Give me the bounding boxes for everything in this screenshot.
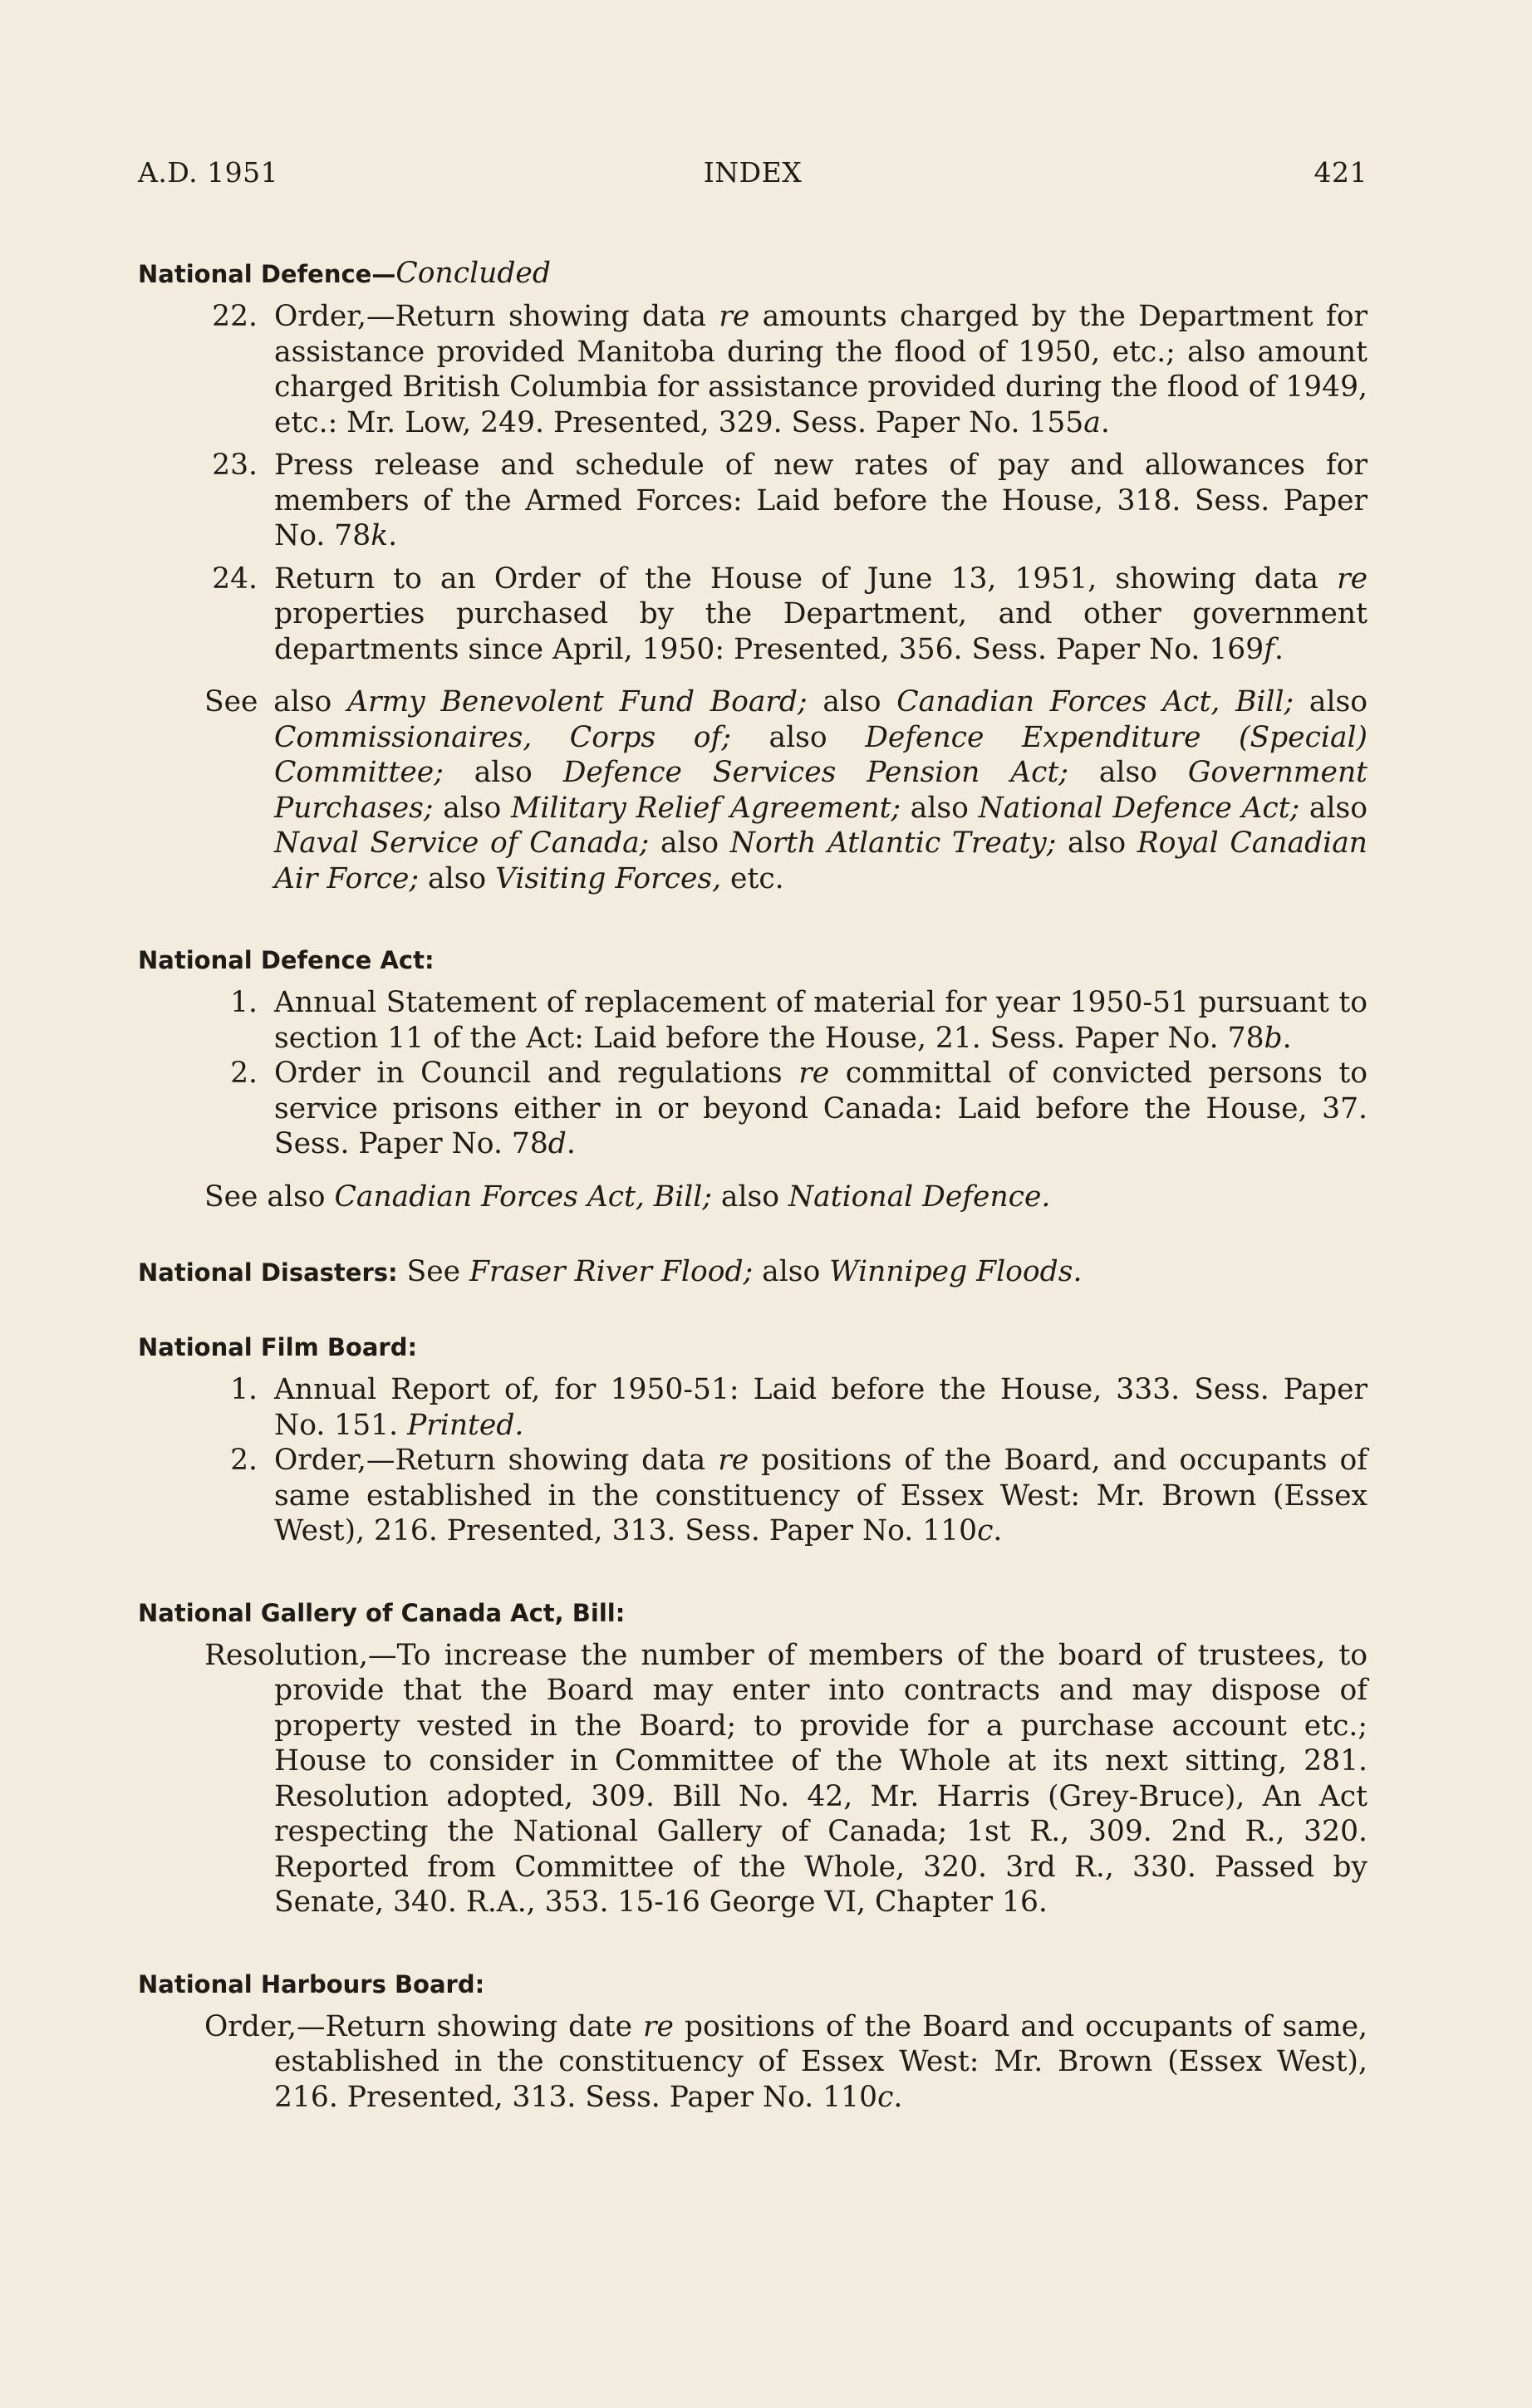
section-national-defence-act (138, 943, 1368, 1214)
cross-reference: Government Purchases; (274, 756, 1368, 825)
paper-suffix: a (1083, 405, 1101, 439)
resolution-entry: Resolution,—To increase the number of members of the board of trustees, to provide that the Board may enter into contracts and may dispose of property vested in the Board; to provide for a purchase account etc.; House to consider in Committee of the Whole at its next sitting, 281. Resolution adopted, 309. Bill No. 42, Mr. Harris (Grey-Bruce), An Act respecting the National Gallery of Canada; 1st R., 309. 2nd R., 320. Reported from Committee of the Whole, 320. 3rd R., 330. Passed by Senate, 340. R.A., 353. 15-16 George VI, Chapter 16. (204, 1638, 1368, 1919)
cross-reference: North Atlantic Treaty; (729, 826, 1057, 860)
see-also-references (138, 684, 1368, 896)
entry-text: Press release and schedule of new rates of pay and allowances for members of the Armed Forces: Laid before the House, 318. Sess. Paper No. 78 (274, 449, 1368, 552)
paper-suffix: f (1264, 632, 1274, 666)
entry-italic: re (718, 1444, 749, 1477)
connector: also (649, 826, 730, 860)
header-date: A.D. 1951 (138, 156, 279, 189)
entry-number: 23. (212, 449, 258, 482)
see-also-label: See also (204, 685, 348, 718)
paper-suffix: b (1264, 1021, 1283, 1055)
entry-text: Annual Statement of replacement of material for year 1950-51 pursuant to section 11 of the Act: Laid before the House, 21. Sess. Paper No. 78 (274, 986, 1368, 1055)
entry-text: . (993, 1514, 1003, 1547)
order-entry (138, 2009, 1368, 2116)
connector: also (753, 1255, 830, 1288)
entry-number: 2. (230, 1444, 258, 1477)
section-national-defence (138, 256, 1368, 896)
page-number: 421 (1313, 156, 1368, 189)
printed-note: Printed. (407, 1408, 524, 1442)
entry-number: 22. (212, 300, 258, 333)
entry-text: . (388, 519, 398, 552)
index-entry-2 (138, 1056, 1368, 1162)
cross-reference: Canadian Forces Act, Bill; (896, 685, 1294, 718)
connector: also (1299, 791, 1368, 825)
index-entry-22 (138, 299, 1368, 440)
section-heading: National Defence Act: (138, 946, 435, 974)
entry-italic: re (798, 1057, 830, 1090)
see-also-references (138, 1179, 1368, 1215)
entry-text: Order,—Return showing date (204, 2009, 644, 2043)
paper-suffix: d (547, 1127, 567, 1160)
cross-reference: Defence Services Pension Act; (562, 756, 1068, 789)
section-heading: National Harbours Board: (138, 1969, 485, 1998)
section-national-gallery-act (138, 1596, 1368, 1920)
paper-suffix: k (371, 519, 389, 552)
connector: also (1294, 685, 1368, 718)
connector: also (419, 861, 496, 895)
index-entry-24 (138, 562, 1368, 668)
cross-reference: Army Benevolent Fund Board; (347, 685, 808, 718)
index-content (138, 256, 1368, 2115)
entry-text: positions of the Board and occupants of same, established in the constituency of Essex West: Mr. Brown (Essex West), 216. Presented, 313. Sess. Paper No. 110 (274, 2009, 1368, 2114)
cross-reference: Canadian Forces Act, Bill; (334, 1179, 712, 1214)
entry-text: . (1100, 405, 1110, 439)
entry-italic: re (719, 300, 750, 333)
cross-reference: Royal Canadian Air Force; (274, 826, 1368, 895)
entry-text: . (566, 1127, 576, 1160)
cross-reference: National Defence. (788, 1179, 1051, 1214)
entry-text: . (1282, 1021, 1292, 1055)
cross-reference: Defence Expenditure (Special) Committee; (274, 720, 1368, 789)
header-title: INDEX (703, 156, 803, 189)
cross-reference: Visiting Forces, (495, 861, 722, 895)
heading-text: National Defence— (138, 260, 396, 288)
entry-text: Order,—Return showing data (274, 300, 719, 333)
heading-text: National Disasters: (138, 1258, 398, 1287)
entry-number: 1. (230, 986, 258, 1019)
section-national-harbours-board (138, 1967, 1368, 2116)
connector: also (730, 720, 866, 754)
cross-reference: Winnipeg Floods. (829, 1255, 1083, 1288)
connector: also (1068, 756, 1188, 789)
entry-text: Order,—Return showing data (274, 1444, 719, 1477)
entry-number: 1. (230, 1373, 258, 1406)
heading-continuation: Concluded (395, 257, 551, 290)
entry-text: . (893, 2080, 903, 2114)
connector: also (443, 756, 563, 789)
index-entry-2 (138, 1443, 1368, 1549)
connector: also (807, 685, 897, 718)
connector: etc. (721, 861, 784, 895)
connector: also (901, 791, 979, 825)
cross-reference: Military Relief Agreement; (511, 791, 901, 825)
entry-text: properties purchased by the Department, and other government departments since April, 1950: Presented, 356. Sess. Paper No. 169 (274, 597, 1368, 666)
cross-reference: Fraser River Flood; (469, 1255, 754, 1288)
cross-reference: National Defence Act; (978, 791, 1300, 825)
index-entry-23 (138, 448, 1368, 554)
entry-text: Annual Report of, for 1950-51: Laid before the House, 333. Sess. Paper No. 151. (274, 1373, 1368, 1442)
section-heading (138, 1254, 1368, 1290)
section-heading: National Film Board: (138, 1333, 418, 1361)
index-entry-1 (138, 1372, 1368, 1443)
entry-number: 24. (212, 562, 258, 596)
section-national-disasters (138, 1254, 1368, 1290)
see-also-label: See also (204, 1179, 335, 1214)
connector: also (433, 791, 511, 825)
entry-italic: re (1337, 562, 1368, 596)
cross-reference: Naval Service of Canada; (274, 826, 650, 860)
see-label: See (397, 1255, 470, 1288)
section-heading (138, 256, 1368, 292)
entry-text: amounts charged by the Department for assistance provided Manitoba during the flood of 1950, etc.; also amount charged British Columbia for assistance provided during the flood of 1949, etc.: Mr. Low, 249. Presented, 329. Sess. Paper No. 155 (274, 300, 1368, 439)
paper-suffix: c (977, 1514, 994, 1547)
entry-text: positions of the Board, and occupants of same established in the constituency of Essex West: Mr. Brown (Essex West), 216. Presented, 313. Sess. Paper No. 110 (274, 1444, 1368, 1547)
entry-text: Order in Council and regulations (274, 1057, 799, 1090)
entry-text: . (1274, 632, 1284, 666)
section-national-film-board (138, 1330, 1368, 1549)
section-heading: National Gallery of Canada Act, Bill: (138, 1598, 626, 1627)
paper-suffix: c (877, 2080, 894, 2114)
entry-text: Return to an Order of the House of June 13, 1951, showing data (274, 562, 1338, 596)
connector: also (711, 1179, 788, 1214)
entry-italic: re (643, 2009, 674, 2043)
index-entry-1 (138, 985, 1368, 1056)
entry-number: 2. (230, 1057, 258, 1090)
entry-text: committal of convicted persons to service prisons either in or beyond Canada: Laid before the House, 37. Sess. Paper No. 78 (274, 1057, 1368, 1160)
connector: also (1056, 826, 1137, 860)
cross-reference: Commissionaires, Corps of; (274, 720, 731, 754)
